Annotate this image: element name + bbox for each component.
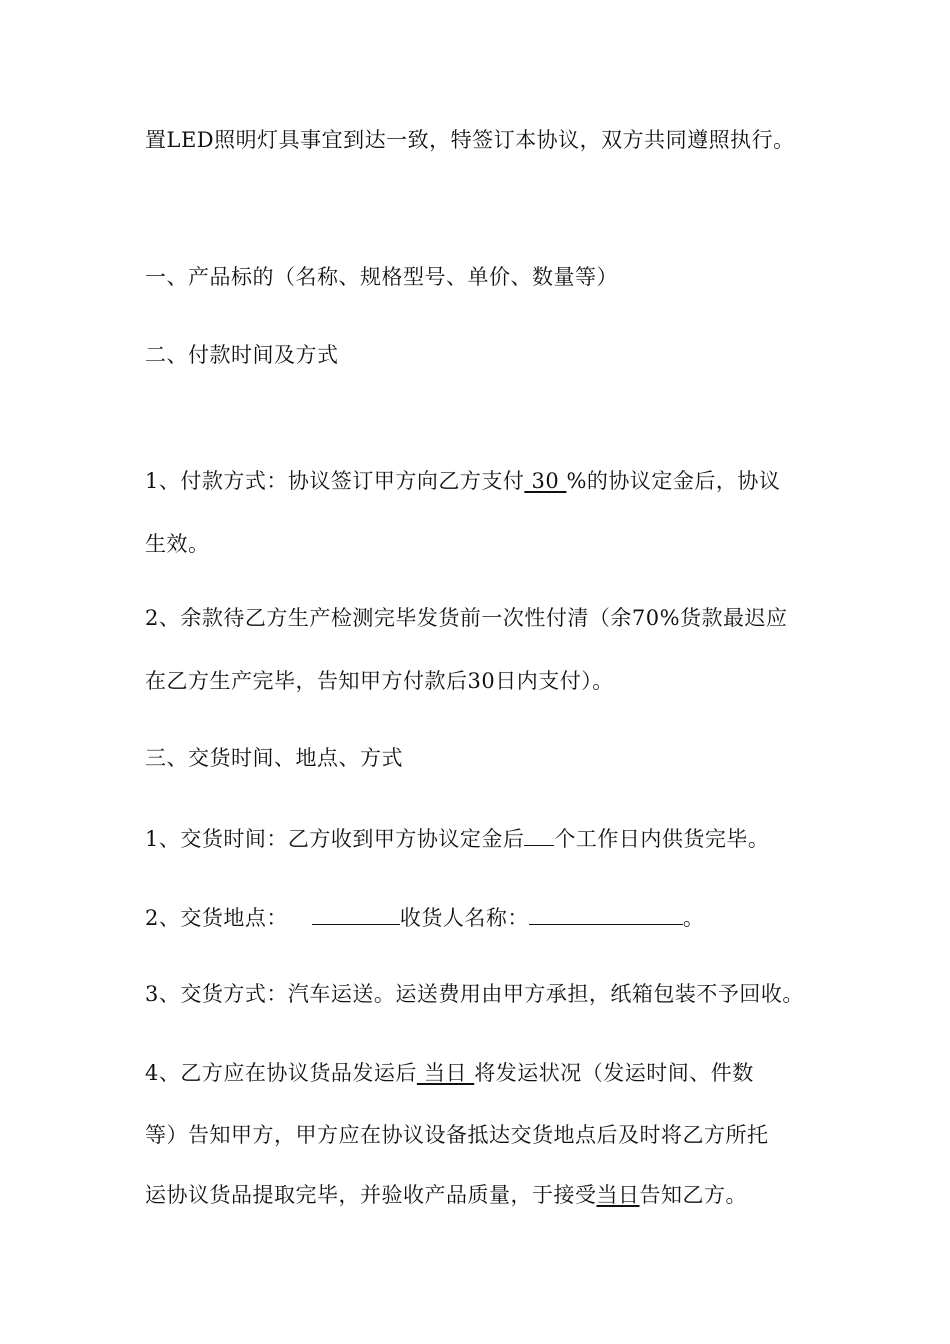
delivery-clause-1 <box>145 823 769 853</box>
intro-paragraph <box>145 126 795 154</box>
delivery-clause-4-line2-text: 等）告知甲方，甲方应在协议设备抵达交货地点后及时将乙方所托 <box>145 1123 769 1147</box>
delivery-clause-4-line3-suffix: 告知乙方。 <box>639 1183 747 1207</box>
delivery-clause-4-line2 <box>145 1121 769 1149</box>
delivery-clause-1-suffix: 个工作日内供货完毕。 <box>554 827 770 851</box>
payment-clause-1 <box>145 467 780 495</box>
delivery-clause-4-line3-prefix: 运协议货品提取完毕，并验收产品质量，于接受 <box>145 1183 597 1207</box>
delivery-clause-4-prefix: 4、乙方应在协议货品发运后 <box>145 1061 417 1085</box>
working-days-blank <box>524 823 554 846</box>
delivery-clause-4-line3 <box>145 1181 747 1209</box>
acceptance-notice-day-value: 当日 <box>596 1183 640 1207</box>
delivery-clause-1-prefix: 1、交货时间：乙方收到甲方协议定金后 <box>145 827 525 851</box>
shipment-notice-day-value: 当日 <box>416 1061 475 1085</box>
payment-clause-1-continued <box>145 530 210 558</box>
section-heading-delivery-text: 三、交货时间、地点、方式 <box>145 746 403 770</box>
payment-clause-2-line1: 2、余款待乙方生产检测完毕发货前一次性付清（余70%货款最迟应 <box>145 606 788 630</box>
delivery-clause-4-suffix: 将发运状况（发运时间、件数 <box>474 1061 754 1085</box>
delivery-clause-3-text: 3、交货方式：汽车运送。运送费用由甲方承担，纸箱包装不予回收。 <box>145 982 804 1006</box>
delivery-clause-4 <box>145 1059 754 1087</box>
delivery-clause-3 <box>145 980 804 1008</box>
delivery-clause-2-mid: 收货人名称： <box>399 906 529 930</box>
delivery-location-blank <box>312 902 400 925</box>
section-heading-delivery <box>145 744 403 772</box>
delivery-clause-2-prefix: 2、交货地点： <box>145 906 288 930</box>
recipient-name-blank <box>529 902 683 925</box>
delivery-clause-2 <box>145 902 704 932</box>
section-heading-payment <box>145 341 339 369</box>
intro-text: 置LED照明灯具事宜到达一致，特签订本协议，双方共同遵照执行。 <box>145 128 795 152</box>
delivery-clause-2-suffix: 。 <box>682 906 705 930</box>
payment-clause-2-line2: 在乙方生产完毕，告知甲方付款后30日内支付）。 <box>145 669 614 693</box>
payment-clause-1-cont-text: 生效。 <box>145 532 210 556</box>
payment-clause-2 <box>145 604 788 632</box>
section-heading-product <box>145 263 618 291</box>
payment-clause-2-continued <box>145 667 614 695</box>
section-heading-payment-text: 二、付款时间及方式 <box>145 343 339 367</box>
payment-clause-1-suffix: %的协议定金后，协议 <box>566 469 781 493</box>
deposit-percent-value: 30 <box>524 469 567 493</box>
section-heading-product-text: 一、产品标的（名称、规格型号、单价、数量等） <box>145 265 618 289</box>
payment-clause-1-prefix: 1、付款方式：协议签订甲方向乙方支付 <box>145 469 525 493</box>
